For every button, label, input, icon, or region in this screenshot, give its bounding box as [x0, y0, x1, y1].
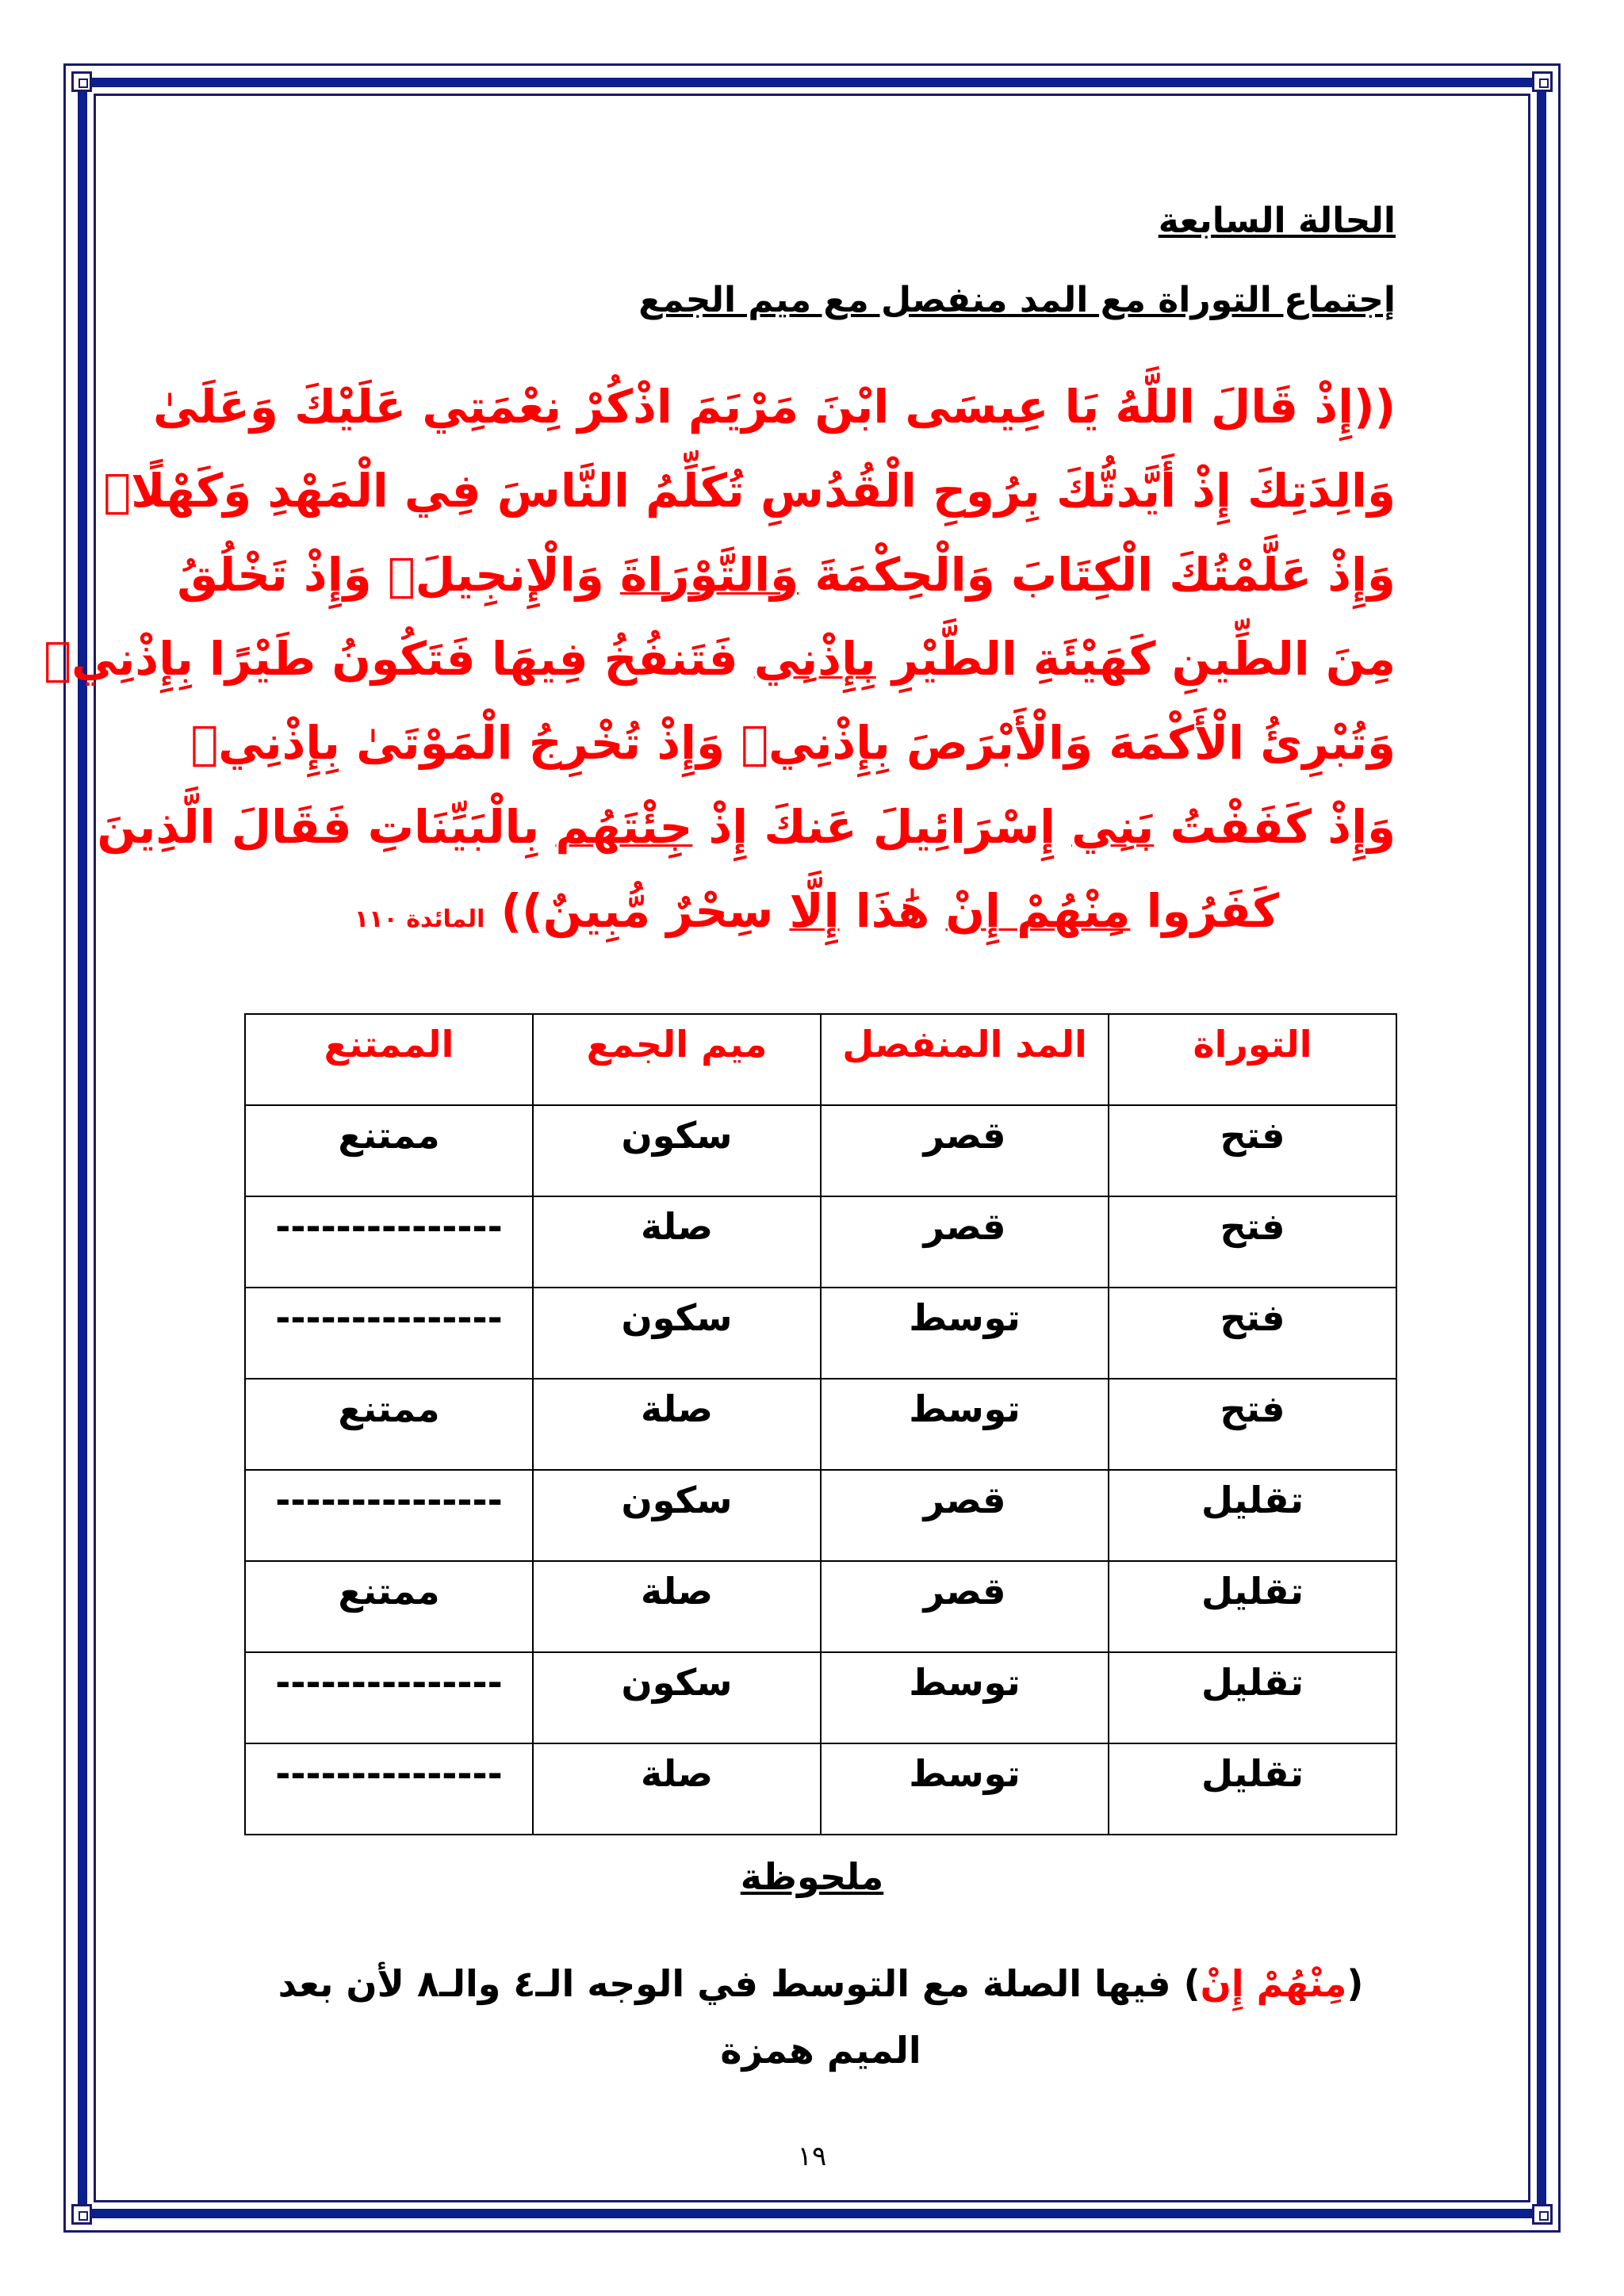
table-cell: قصر [821, 1105, 1109, 1196]
table-cell: سكون [533, 1652, 821, 1743]
table-cell: --------------- [245, 1196, 533, 1288]
table-row [245, 1288, 1396, 1379]
section-heading: الحالة السابعة [1158, 201, 1396, 241]
note-paren: ( [1346, 1962, 1364, 2005]
quran-verse [44, 365, 1396, 962]
verse-text: فَتَنفُخُ فِيهَا فَتَكُونُ طَيْرًا بِإِذْنِيۖ [44, 632, 754, 686]
verse-text: مِنَ الطِّينِ كَهَيْئَةِ الطَّيْرِ [875, 632, 1396, 686]
note-paren: ) [1183, 1962, 1201, 2005]
verse-text: وَالْإِنجِيلَۖ وَإِذْ تَخْلُقُ [177, 548, 620, 602]
verse-underlined-word: جِئْتَهُم [555, 800, 693, 854]
table-cell: تقليل [1109, 1561, 1396, 1652]
note-title: ملحوظة [740, 1855, 884, 1898]
verse-underlined-word: وَالتَّوْرَاةَ [619, 548, 799, 602]
table-cell: --------------- [245, 1470, 533, 1561]
table-header-row [245, 1014, 1396, 1105]
note-text: فيها الصلة مع التوسط في الوجه الـ٤ والـ٨ لأن بعد الميم همزة [278, 1962, 1184, 2072]
table-cell: قصر [821, 1470, 1109, 1561]
verse-line-3 [177, 533, 1396, 617]
verse-text: وَإِذْ كَفَفْتُ [1154, 800, 1396, 854]
table-cell: ممتنع [245, 1379, 533, 1470]
verse-underlined-word: بَنِي [1071, 800, 1155, 854]
table-cell: قصر [821, 1196, 1109, 1288]
table-row [245, 1743, 1396, 1835]
table-row [245, 1652, 1396, 1743]
table-cell: تقليل [1109, 1743, 1396, 1835]
table-cell: قصر [821, 1561, 1109, 1652]
verse-line-1: ((إِذْ قَالَ اللَّهُ يَا عِيسَى ابْنَ مَرْيَمَ اذْكُرْ نِعْمَتِي عَلَيْكَ وَعَلَىٰ [152, 380, 1396, 434]
table-cell: فتح [1109, 1379, 1396, 1470]
table-cell: توسط [821, 1379, 1109, 1470]
section-subheading: إجتماع التوراة مع المد منفصل مع ميم الجمع [638, 280, 1396, 320]
column-header: الممتنع [245, 1014, 533, 1105]
verse-text: إِسْرَائِيلَ عَنكَ إِذْ [692, 800, 1072, 854]
corner-ornament-bottom-right [1532, 2204, 1553, 2225]
table-cell: تقليل [1109, 1652, 1396, 1743]
table-cell: توسط [821, 1288, 1109, 1379]
table-cell: تقليل [1109, 1470, 1396, 1561]
table-row [245, 1379, 1396, 1470]
corner-ornament-top-right [1532, 71, 1553, 92]
table-cell: صلة [533, 1196, 821, 1288]
table-cell: توسط [821, 1652, 1109, 1743]
table-cell: ممتنع [245, 1105, 533, 1196]
table-cell: --------------- [245, 1743, 533, 1835]
verse-line-4 [44, 617, 1396, 701]
table-cell: سكون [533, 1105, 821, 1196]
table-row [245, 1196, 1396, 1288]
table-cell: فتح [1109, 1196, 1396, 1288]
table-cell: سكون [533, 1470, 821, 1561]
verse-underlined-word: بِإِذْنِي [753, 632, 876, 686]
readings-table [244, 1013, 1397, 1835]
note-body [262, 1950, 1380, 2084]
verse-text: وَإِذْ عَلَّمْتُكَ الْكِتَابَ وَالْحِكْمَةَ [799, 548, 1396, 602]
verse-line-5: وَتُبْرِئُ الْأَكْمَهَ وَالْأَبْرَصَ بِإِذْنِيۖ وَإِذْ تُخْرِجُ الْمَوْتَىٰ بِإِذْنِيۖ [190, 716, 1396, 770]
verse-text: سِحْرٌ مُّبِينٌ)) [500, 884, 790, 938]
page-number: ١٩ [797, 2141, 827, 2172]
verse-text: كَفَرُوا [1130, 884, 1280, 938]
table-row [245, 1105, 1396, 1196]
table-row [245, 1470, 1396, 1561]
table-cell: سكون [533, 1288, 821, 1379]
verse-text: هَٰذَا [839, 884, 946, 938]
table-cell: فتح [1109, 1105, 1396, 1196]
verse-text: بِالْبَيِّنَاتِ فَقَالَ الَّذِينَ [97, 800, 556, 854]
table-cell: --------------- [245, 1288, 533, 1379]
verse-underlined-word: مِنْهُمْ إِنْ [945, 884, 1131, 938]
table-row [245, 1561, 1396, 1652]
table-cell: توسط [821, 1743, 1109, 1835]
verse-reference: المائدة ١١٠ [354, 905, 485, 933]
table-cell: صلة [533, 1743, 821, 1835]
verse-line-6 [97, 785, 1396, 869]
table-cell: صلة [533, 1379, 821, 1470]
table-cell: ممتنع [245, 1561, 533, 1652]
corner-ornament-bottom-left [71, 2204, 92, 2225]
note-highlight: مِنْهُمْ إِنْ [1200, 1962, 1347, 2005]
table-cell: فتح [1109, 1288, 1396, 1379]
column-header: المد المنفصل [821, 1014, 1109, 1105]
column-header: التوراة [1109, 1014, 1396, 1105]
verse-line-2: وَالِدَتِكَ إِذْ أَيَّدتُّكَ بِرُوحِ الْقُدُسِ تُكَلِّمُ النَّاسَ فِي الْمَهْدِ وَكَهْلًاۖ [103, 464, 1396, 518]
column-header: ميم الجمع [533, 1014, 821, 1105]
table-cell: --------------- [245, 1652, 533, 1743]
table-cell: صلة [533, 1561, 821, 1652]
verse-underlined-word: إِلَّا [789, 884, 840, 938]
verse-line-7 [238, 869, 1396, 962]
corner-ornament-top-left [71, 71, 92, 92]
